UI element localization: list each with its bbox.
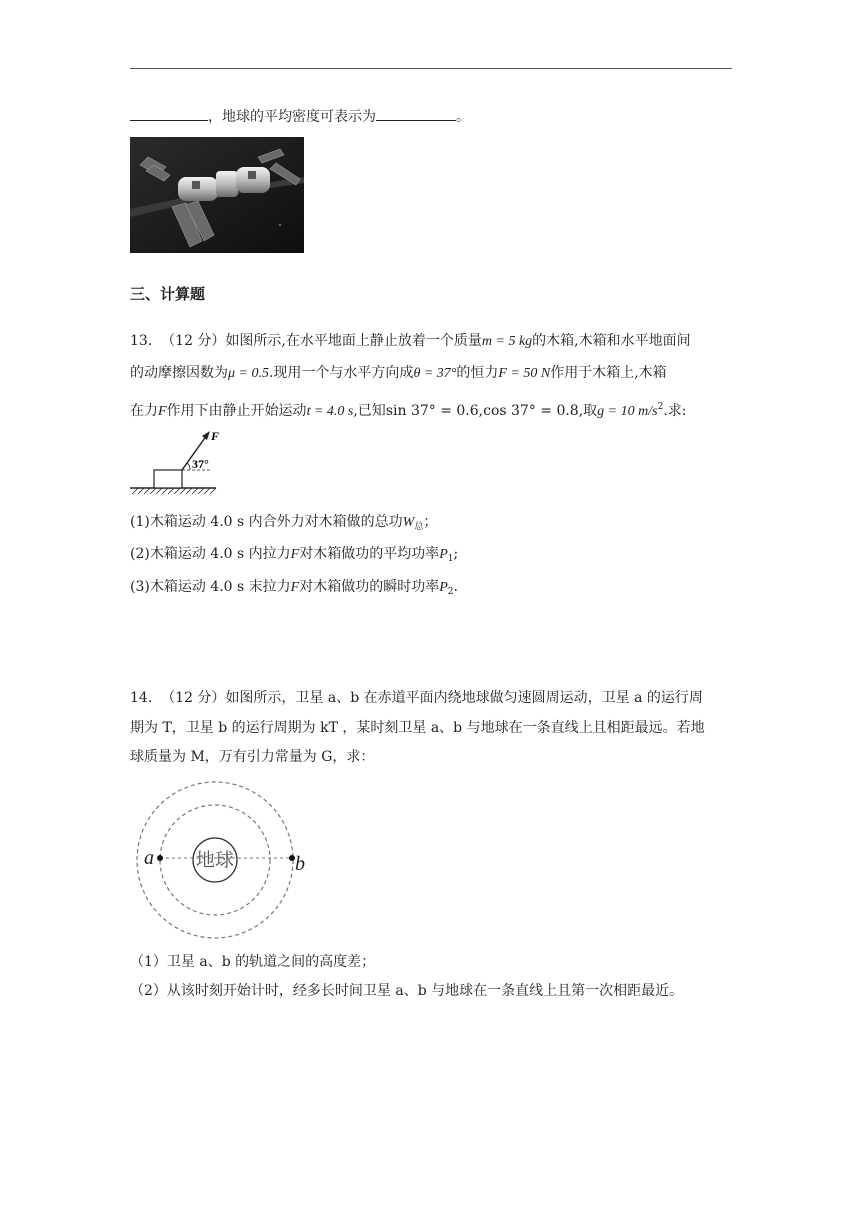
q13-sub3-subscript: 2: [447, 587, 454, 597]
q13-line-3: [130, 397, 686, 422]
q13-text-3e: .求:: [663, 403, 687, 419]
q13-text-3c: ,已知: [353, 403, 386, 419]
q13-time: t = 4.0 s: [306, 404, 354, 419]
section-title: 三、计算题: [130, 285, 206, 303]
q13-sub-3: [130, 577, 458, 602]
q13-sub2-symbol: P: [439, 547, 448, 562]
q14-orbit-diagram: [128, 780, 314, 944]
header-rule: [130, 68, 732, 69]
q13-text-2c: 的恒力: [456, 365, 499, 381]
label-a: a: [144, 847, 154, 869]
answer-blank-1[interactable]: [130, 106, 208, 121]
q13-sub1-end: ；: [423, 514, 438, 530]
q13-gravity-exp: 2: [657, 402, 664, 412]
fill-in-text: ，地球的平均密度可表示为: [208, 109, 376, 125]
q13-text-3a: 在力: [130, 403, 158, 419]
q13-sub2-F: F: [290, 547, 300, 562]
q13-sub1-text: (1)木箱运动 4.0 s 内合外力对木箱做的总功: [130, 514, 403, 530]
q13-text-3b: 作用下由静止开始运动: [166, 403, 307, 419]
space-station-photo: [130, 137, 304, 253]
answer-blank-2[interactable]: [376, 106, 456, 121]
q13-sub2-text: (2)木箱运动 4.0 s 内拉力: [130, 546, 291, 562]
q13-mu: μ = 0.5: [228, 366, 269, 381]
q13-sub2-end: ;: [453, 546, 459, 562]
fill-in-line: [130, 106, 470, 127]
q13-sub3-middle: 对木箱做功的瞬时功率: [299, 579, 440, 595]
q14-line-1: [130, 688, 703, 708]
angle-label: 37°: [192, 457, 209, 471]
q13-sub3-end: .: [453, 579, 458, 595]
q13-text-3d: ,取: [578, 403, 598, 419]
q13-sub3-text: (3)木箱运动 4.0 s 末拉力: [130, 579, 291, 595]
earth-label: 地球: [195, 849, 235, 871]
satellite-a: [157, 855, 163, 861]
q13-sub1-symbol: W: [402, 515, 415, 530]
q14-line-3: 球质量为 M，万有引力常量为 G，求：: [130, 749, 375, 765]
q13-sub2-middle: 对木箱做功的平均功率: [299, 546, 440, 562]
q13-text-2b: .现用一个与水平方向成: [268, 365, 414, 381]
q14-sub-1: （1）卫星 a、b 的轨道之间的高度差；: [130, 954, 376, 970]
q13-sub-2: [130, 544, 458, 569]
q13-sub-1: [130, 512, 437, 537]
label-b: b: [295, 853, 305, 875]
q13-text-1: 如图所示,在水平地面上静止放着一个质量: [225, 333, 482, 349]
q13-gravity: g = 10 m/s: [597, 404, 658, 419]
wooden-box: [154, 470, 182, 488]
q13-text-1b: 的木箱,木箱和水平地面间: [532, 333, 691, 349]
q14-line-2: 期为 T，卫星 b 的运行周期为 kT ，某时刻卫星 a、b 与地球在一条直线上且相距最远。若地: [130, 720, 705, 736]
q13-mass: m = 5 kg: [481, 334, 533, 349]
q13-score: （12 分）: [161, 333, 226, 349]
q14-sub-2: （2）从该时刻开始计时，经多长时间卫星 a、b 与地球在一条直线上且第一次相距最近。: [130, 983, 684, 999]
q13-force: F = 50 N: [498, 366, 551, 381]
q13-number: 13.: [130, 333, 153, 349]
q13-theta: θ = 37°: [413, 366, 457, 381]
q13-F-symbol: F: [158, 404, 167, 419]
fill-in-end: 。: [456, 109, 470, 125]
q13-sub3-symbol: P: [439, 580, 448, 595]
force-label: F: [211, 429, 220, 443]
q13-sub3-F: F: [290, 580, 300, 595]
ground-hatch: [132, 488, 216, 494]
q14-number: 14.: [130, 690, 153, 706]
q14-score: （12 分）: [161, 690, 226, 706]
arrowhead-icon: [202, 431, 210, 440]
q13-trig: sin 37° = 0.6,cos 37° = 0.8: [385, 403, 579, 419]
q13-sub2-subscript: 1: [447, 554, 454, 564]
q13-line-1: [130, 331, 691, 352]
q13-text-2a: 的动摩擦因数为: [130, 365, 228, 381]
q13-line-2: [130, 363, 667, 384]
q13-force-diagram: [128, 426, 220, 496]
angle-arc: [187, 463, 190, 470]
q13-text-2d: 作用于木箱上,木箱: [550, 365, 667, 381]
q14-text-1: 如图所示，卫星 a、b 在赤道平面内绕地球做匀速圆周运动，卫星 a 的运行周: [225, 690, 703, 706]
q13-sub1-subscript: 总: [414, 522, 424, 532]
